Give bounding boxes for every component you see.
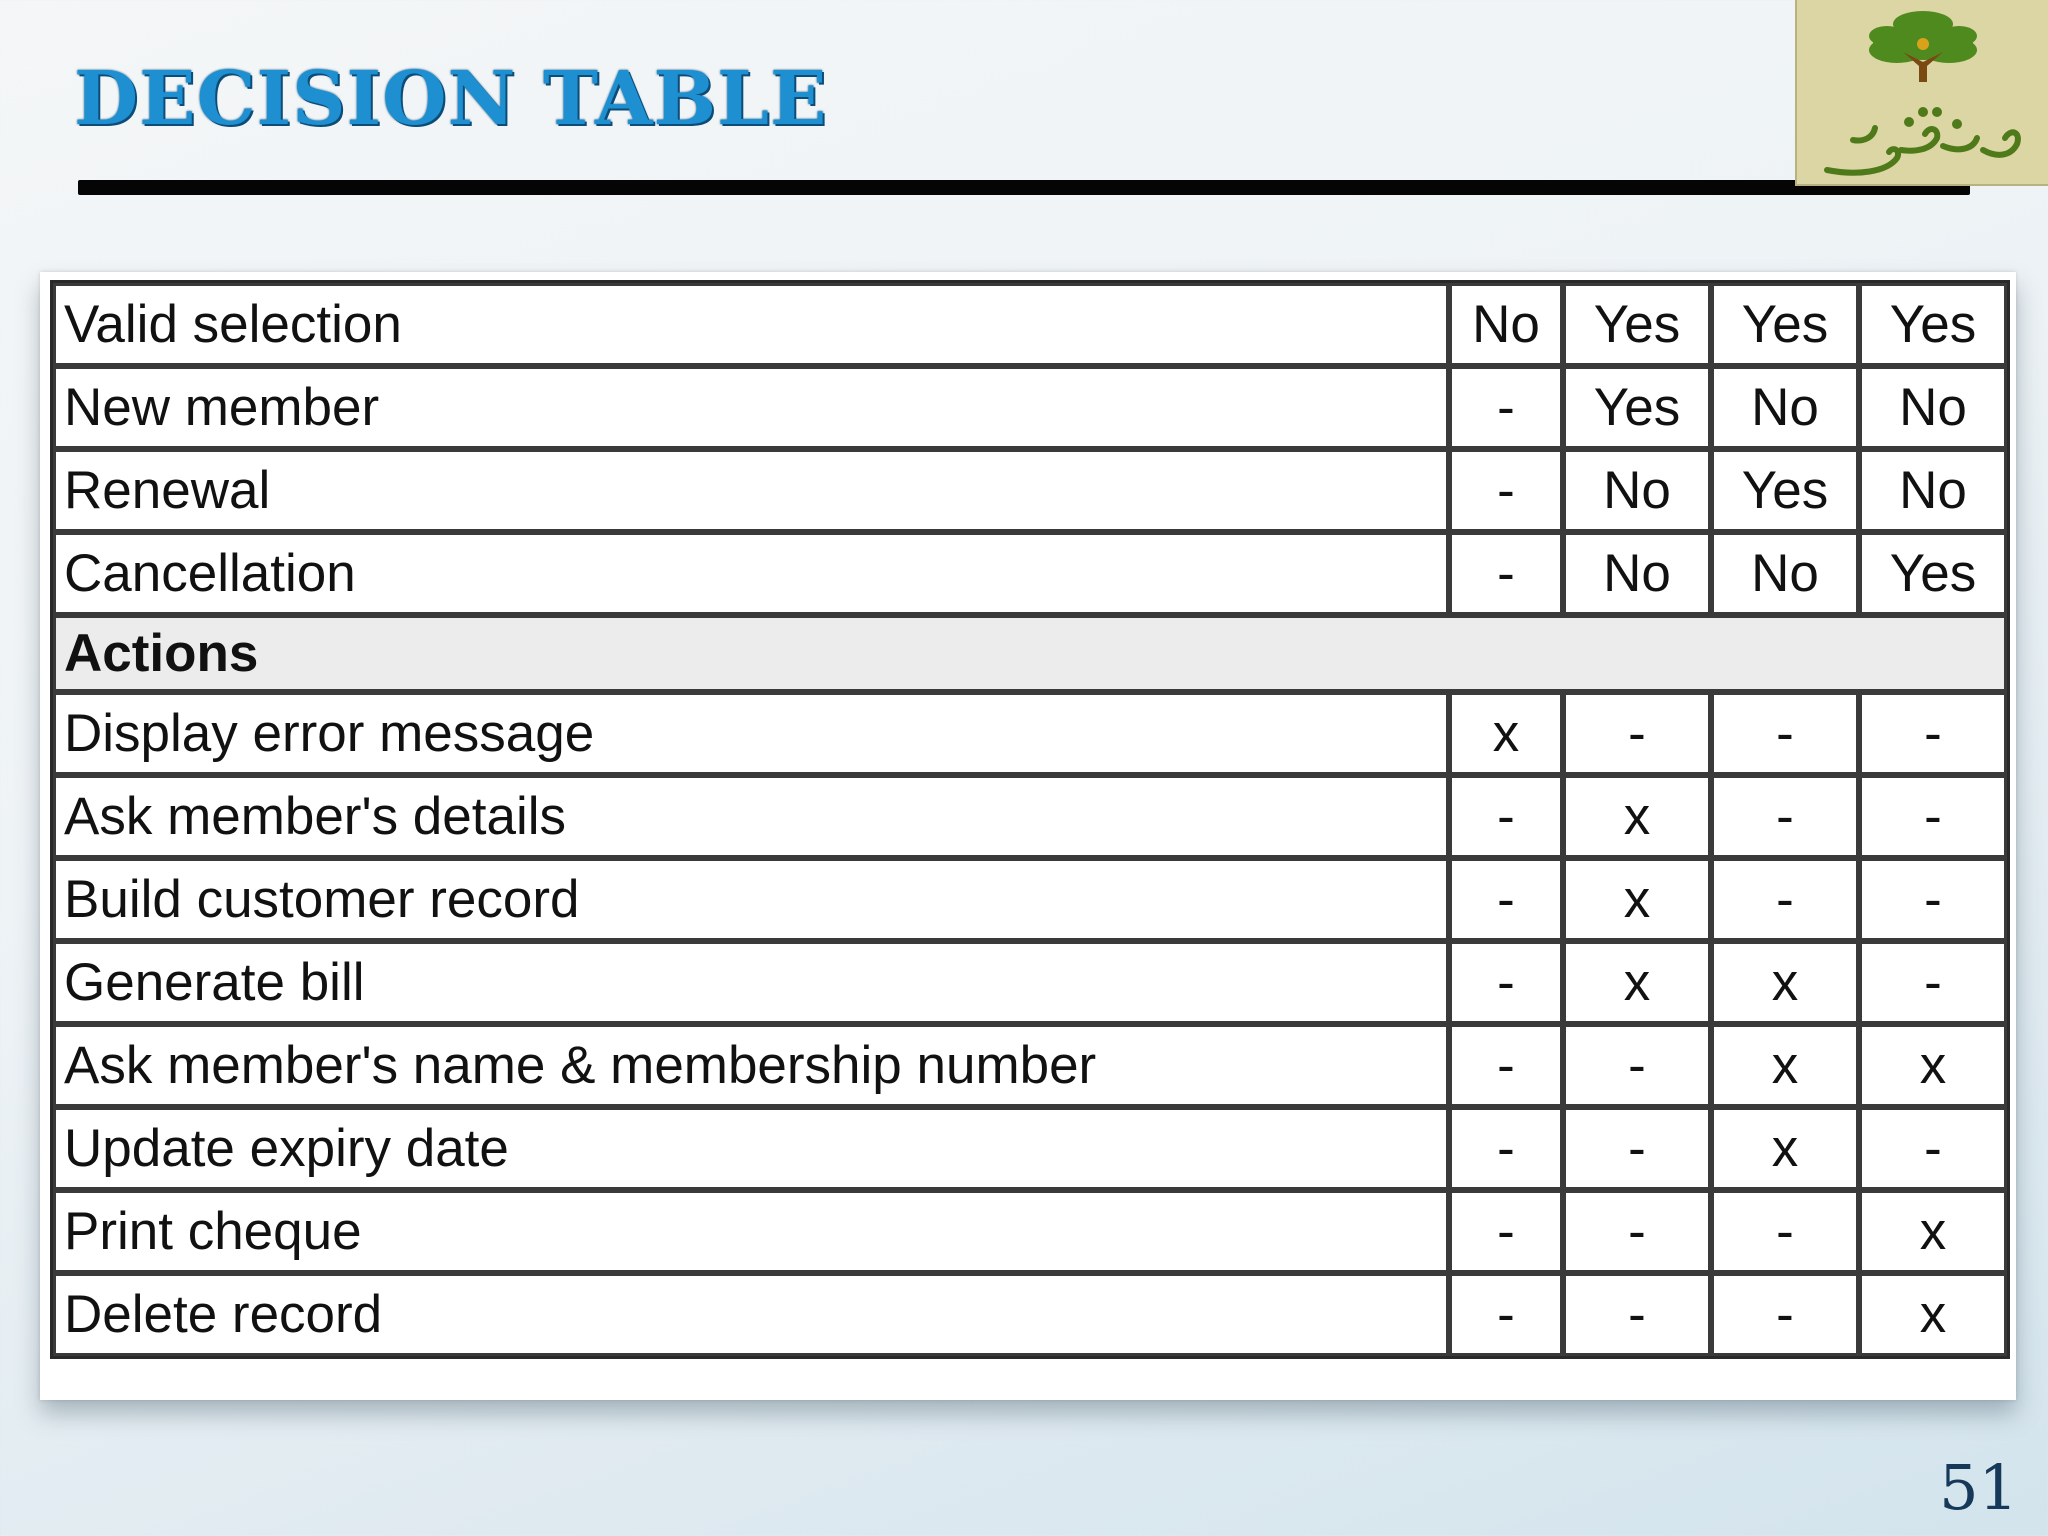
table-cell: - — [1859, 1107, 2007, 1190]
table-cell: x — [1859, 1273, 2007, 1356]
actions-section-header: Actions — [53, 615, 2007, 692]
table-cell: - — [1711, 692, 1859, 775]
table-cell: x — [1449, 692, 1563, 775]
table-cell: - — [1563, 1273, 1711, 1356]
table-cell: - — [1449, 366, 1563, 449]
action-row-print-cheque — [53, 1190, 2007, 1273]
action-label: Generate bill — [53, 941, 1449, 1024]
table-cell: Yes — [1563, 283, 1711, 366]
table-cell: No — [1449, 283, 1563, 366]
table-cell: No — [1711, 532, 1859, 615]
action-label: Ask member's details — [53, 775, 1449, 858]
table-cell: - — [1859, 775, 2007, 858]
action-row-ask-members-details — [53, 775, 2007, 858]
condition-label: Cancellation — [53, 532, 1449, 615]
condition-row-renewal — [53, 449, 2007, 532]
table-cell: Yes — [1563, 366, 1711, 449]
table-cell: - — [1563, 1024, 1711, 1107]
table-cell: - — [1449, 941, 1563, 1024]
table-cell: x — [1563, 941, 1711, 1024]
condition-label: New member — [53, 366, 1449, 449]
table-cell: Yes — [1711, 449, 1859, 532]
table-cell: - — [1859, 858, 2007, 941]
table-cell: - — [1859, 941, 2007, 1024]
action-label: Delete record — [53, 1273, 1449, 1356]
table-cell: - — [1449, 775, 1563, 858]
action-label: Display error message — [53, 692, 1449, 775]
decision-table — [50, 280, 2010, 1359]
action-label: Update expiry date — [53, 1107, 1449, 1190]
table-cell: x — [1563, 858, 1711, 941]
table-cell: No — [1563, 449, 1711, 532]
page-number: 51 — [1939, 1451, 2018, 1524]
action-row-ask-name-and-number — [53, 1024, 2007, 1107]
table-cell: - — [1449, 858, 1563, 941]
slide-title: DECISION TABLE — [74, 56, 828, 142]
action-label: Print cheque — [53, 1190, 1449, 1273]
table-cell: Yes — [1859, 283, 2007, 366]
table-cell: - — [1711, 775, 1859, 858]
table-cell: - — [1563, 1190, 1711, 1273]
action-row-delete-record — [53, 1273, 2007, 1356]
action-row-build-customer-record — [53, 858, 2007, 941]
table-cell: x — [1711, 941, 1859, 1024]
table-cell: - — [1449, 449, 1563, 532]
table-cell: x — [1859, 1190, 2007, 1273]
condition-label: Renewal — [53, 449, 1449, 532]
table-cell: - — [1563, 1107, 1711, 1190]
condition-row-new-member — [53, 366, 2007, 449]
table-cell: - — [1449, 532, 1563, 615]
table-cell: - — [1449, 1190, 1563, 1273]
table-cell: No — [1859, 366, 2007, 449]
action-label: Ask member's name & membership number — [53, 1024, 1449, 1107]
table-cell: x — [1563, 775, 1711, 858]
logo — [1795, 0, 2048, 186]
condition-label: Valid selection — [53, 283, 1449, 366]
table-cell: - — [1859, 692, 2007, 775]
table-cell: No — [1859, 449, 2007, 532]
tree-person-logo-icon — [1797, 0, 2048, 184]
actions-section-row — [53, 615, 2007, 692]
table-cell: - — [1449, 1273, 1563, 1356]
table-cell: No — [1711, 366, 1859, 449]
table-cell: - — [1449, 1107, 1563, 1190]
condition-row-valid-selection — [53, 283, 2007, 366]
table-cell: x — [1711, 1024, 1859, 1107]
table-cell: - — [1711, 858, 1859, 941]
action-label: Build customer record — [53, 858, 1449, 941]
decision-table-card — [40, 272, 2016, 1400]
condition-row-cancellation — [53, 532, 2007, 615]
action-row-update-expiry-date — [53, 1107, 2007, 1190]
table-cell: x — [1711, 1107, 1859, 1190]
action-row-display-error-message — [53, 692, 2007, 775]
title-underline — [78, 180, 1970, 195]
table-cell: No — [1563, 532, 1711, 615]
table-cell: Yes — [1711, 283, 1859, 366]
table-cell: - — [1449, 1024, 1563, 1107]
table-cell: Yes — [1859, 532, 2007, 615]
table-cell: - — [1711, 1273, 1859, 1356]
table-cell: - — [1563, 692, 1711, 775]
table-cell: - — [1711, 1190, 1859, 1273]
table-cell: x — [1859, 1024, 2007, 1107]
action-row-generate-bill — [53, 941, 2007, 1024]
